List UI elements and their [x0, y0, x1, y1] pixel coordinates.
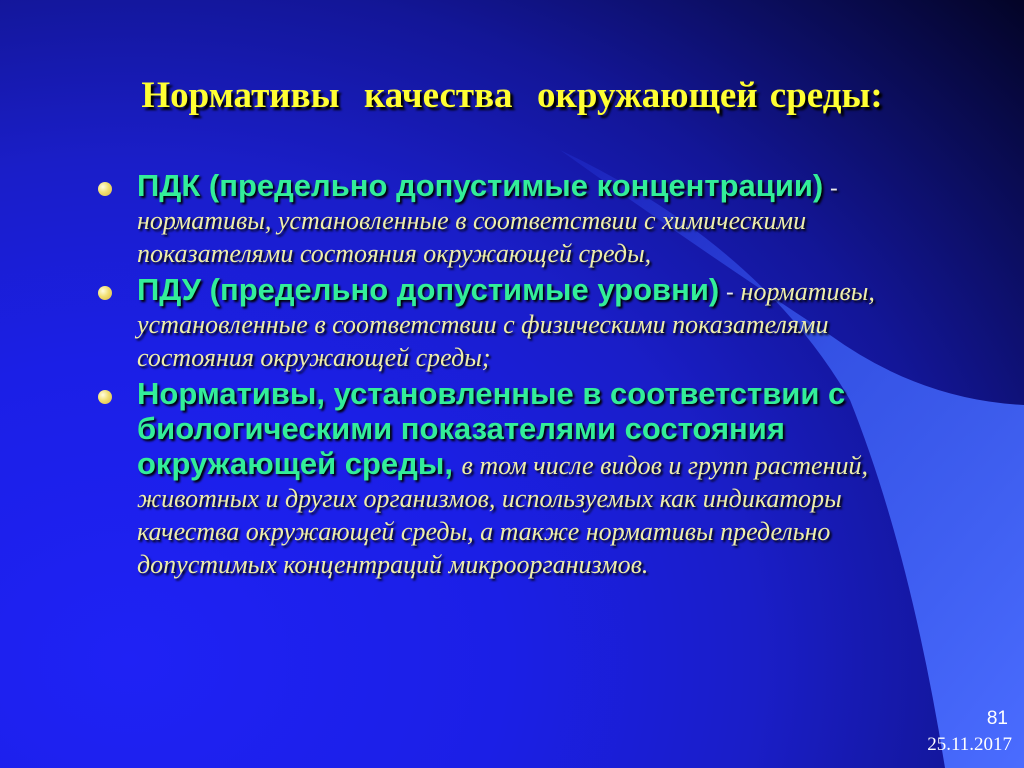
list-item: [98, 272, 938, 376]
item-term: Нормативы, установленные в соответствии с биологическими показателями состояния окружающей среды: [137, 376, 846, 481]
item-term: ПДУ (предельно допустимые уровни): [137, 272, 720, 307]
item-term: ПДК (предельно допустимые концентрации): [137, 168, 824, 203]
item-separator: -: [719, 279, 741, 306]
bullet-dot-icon: [98, 390, 112, 404]
item-separator: ,: [444, 446, 462, 481]
slide-date: 25.11.2017: [927, 734, 1012, 755]
bullet-list: [98, 168, 938, 586]
item-description: в том числе видов и групп растений, животных и других организмов, используемых как индикаторы качества окружающей среды, а также нормативы предельно допустимых концентраций микроорганизмов.: [137, 451, 868, 579]
slide-number: 81: [986, 708, 1008, 729]
list-item: [98, 168, 938, 272]
slide-title: Нормативы качества окружающей среды:: [141, 75, 883, 116]
list-item: [98, 376, 938, 583]
item-description: нормативы, установленные в соответствии с физическими показателями состояния окружающей среды;: [137, 277, 875, 372]
item-description: нормативы, установленные в соответствии с химическими показателями состояния окружающей среды,: [137, 206, 807, 268]
bullet-dot-icon: [98, 286, 112, 300]
item-separator: -: [823, 175, 838, 202]
bullet-dot-icon: [98, 182, 112, 196]
